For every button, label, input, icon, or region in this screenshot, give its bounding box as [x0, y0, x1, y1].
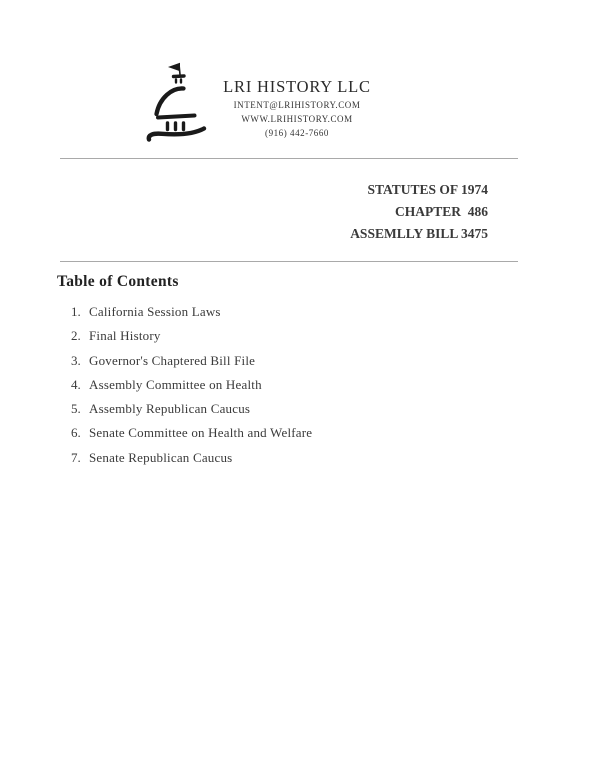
toc-item [71, 349, 312, 373]
toc-item-title: Senate Committee on Health and Welfare [89, 425, 313, 441]
toc-item-title: Assembly Republican Caucus [89, 401, 251, 416]
toc-heading: Table of Contents [57, 273, 179, 290]
company-email: INTENT@LRIHISTORY.COM [233, 100, 361, 110]
toc-item-number: 6. [71, 425, 81, 441]
divider-bottom [60, 261, 518, 262]
toc-item [71, 446, 312, 470]
toc-item-number: 5. [71, 401, 81, 416]
toc-list [71, 300, 312, 470]
toc-item [71, 421, 312, 445]
toc-item-number: 4. [71, 376, 81, 392]
toc-item [71, 373, 312, 397]
assembly-bill-line: ASSEMLLY BILL 3475 [350, 226, 488, 241]
toc-item-number: 3. [71, 352, 81, 368]
toc-item-title: Senate Republican Caucus [89, 449, 233, 465]
toc-item-title: Governor's Chaptered Bill File [89, 352, 256, 368]
toc-item-title: California Session Laws [89, 304, 221, 319]
company-name: LRI HISTORY LLC [223, 77, 371, 96]
statute-reference-block [350, 179, 488, 245]
toc-item-number: 1. [71, 304, 81, 319]
toc-item [71, 324, 312, 348]
toc-item-title: Final History [89, 328, 161, 344]
company-phone: (916) 442-7660 [265, 127, 329, 138]
divider-top [60, 158, 518, 159]
statutes-year-line: STATUTES OF 1974 [367, 182, 488, 197]
company-website: WWW.LRIHISTORY.COM [241, 113, 353, 124]
toc-item [71, 397, 312, 421]
toc-item-number: 7. [71, 449, 81, 465]
letterhead-text [187, 77, 407, 140]
chapter-line: CHAPTER 486 [394, 204, 488, 219]
toc-item [71, 300, 312, 324]
toc-item-title: Assembly Committee on Health [89, 376, 262, 392]
toc-item-number: 2. [71, 328, 81, 344]
